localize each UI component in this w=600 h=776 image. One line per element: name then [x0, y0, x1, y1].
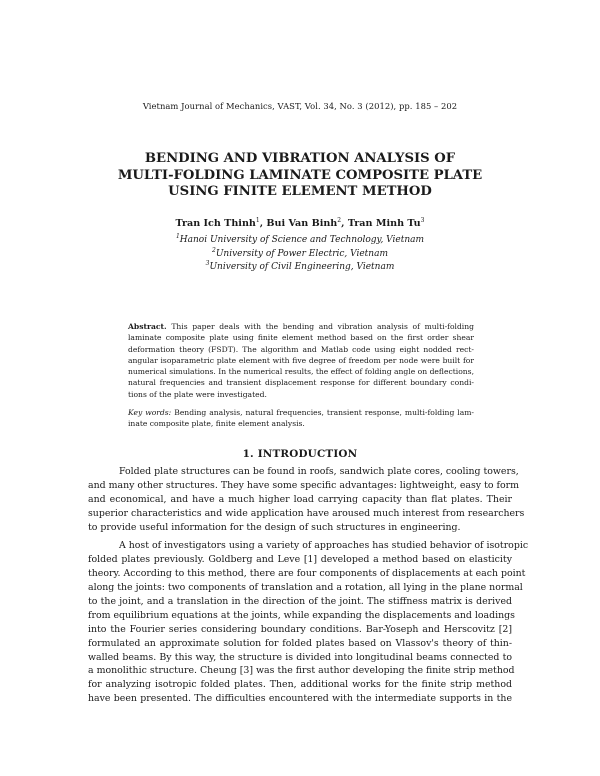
body-line: a monolithic structure. Cheung [3] was the first author developing the finite strip method [88, 665, 515, 677]
title-line: MULTI-FOLDING LAMINATE COMPOSITE PLATE [117, 167, 483, 183]
body-line: have been presented. The difficulties encountered with the intermediate supports in the [88, 693, 512, 705]
author-affiliation-mark: 3 [420, 216, 425, 224]
affiliation-text: University of Power Electric, Vietnam [215, 248, 388, 259]
affiliation-mark: 3 [205, 260, 210, 267]
body-line: into the Fourier series considering boundary conditions. Bar-Yoseph and Herscovitz [2] [88, 623, 512, 635]
body-line: A host of investigators using a variety of approaches has studied behavior of isotropic [119, 540, 529, 552]
affiliation [0, 248, 600, 262]
keywords-text: Bending analysis, natural frequencies, transient response, multi-folding lam- [174, 408, 474, 417]
abstract-line: laminate composite plate using finite element method based on the first order shear [128, 333, 474, 343]
affiliation [0, 234, 600, 248]
abstract-line: numerical simulations. In the numerical results, the effect of folding angle on deflections, [128, 367, 474, 377]
author-separator: , [259, 218, 267, 229]
body-line: walled beams. By this way, the structure is divided into longitudinal beams connected to [88, 651, 512, 663]
title-line: BENDING AND VIBRATION ANALYSIS OF [144, 151, 456, 166]
body-line: along the joints: two components of translation and a rotation, all lying in the plane normal [88, 582, 523, 594]
body-line: folded plates previously. Goldberg and Leve [1] developed a method based on elasticity [88, 554, 512, 566]
body-text [88, 465, 529, 706]
author-separator: , [341, 218, 348, 229]
abstract-line: angular isoparametric plate element with five degree of freedom per node were built for [128, 355, 474, 365]
body-line: from equilibrium equations at the joints, while expanding the displacements and loadings [88, 609, 515, 621]
abstract-text: This paper deals with the bending and vibration analysis of multi-folding [171, 322, 474, 331]
body-line: for analyzing isotropic folded plates. Then, additional works for the finite strip method [88, 679, 512, 691]
body-line: and many other structures. They have some specific advantages: lightweight, easy to form [88, 479, 519, 491]
keywords-label: Key words: [128, 408, 172, 417]
abstract-line: natural frequencies and transient displacement response for different boundary condi- [128, 378, 474, 388]
body-line: formulated an approximate solution for folded plates based on Vlassov's theory of thin- [88, 637, 512, 649]
keywords [128, 407, 474, 430]
section-heading: 1. INTRODUCTION [242, 448, 358, 460]
affiliation-text: Hanoi University of Science and Technology, Vietnam [179, 235, 425, 245]
abstract-line [128, 321, 474, 332]
abstract-line: tions of the plate were investigated. [128, 389, 267, 399]
abstract-line: deformation theory (FSDT). The algorithm and Matlab code using eight nodded rect- [128, 344, 474, 354]
keywords-line: inate composite plate, finite element analysis. [128, 419, 305, 429]
body-line: and economical, and have a much higher load carrying capacity than flat plates. Their [88, 493, 512, 505]
affiliations [0, 234, 600, 275]
body-line: Folded plate structures can be found in roofs, sandwich plate cores, cooling towers, [119, 466, 519, 477]
abstract-label: Abstract. [128, 322, 167, 331]
journal-header: Vietnam Journal of Mechanics, VAST, Vol. 34, No. 3 (2012), pp. 185 – 202 [142, 101, 458, 111]
affiliation [0, 261, 600, 275]
affiliation-text: University of Civil Engineering, Vietnam [209, 262, 395, 272]
author-name: Bui Van Binh [266, 218, 338, 229]
author-name: Tran Ich Thinh [175, 218, 256, 229]
keywords-line [128, 407, 474, 418]
abstract [128, 321, 474, 400]
author-affiliation-mark: 1 [255, 216, 260, 224]
body-line: to the joint, and a translation in the direction of the joint. The stiffness matrix is derived [88, 596, 512, 608]
affiliation-mark: 2 [211, 246, 216, 254]
affiliation-mark: 1 [175, 233, 180, 240]
author-name: Tran Minh Tu [347, 218, 421, 229]
author-affiliation-mark: 2 [337, 216, 342, 224]
body-line: theory. According to this method, there are four components of displacements at each point [88, 568, 526, 580]
body-line: superior characteristics and wide application have aroused much interest from researchers [88, 507, 525, 519]
body-line: to provide useful information for the design of such structures in engineering. [88, 521, 461, 533]
paper-title [0, 151, 600, 201]
author-list [0, 218, 600, 229]
title-line: USING FINITE ELEMENT METHOD [168, 184, 432, 199]
